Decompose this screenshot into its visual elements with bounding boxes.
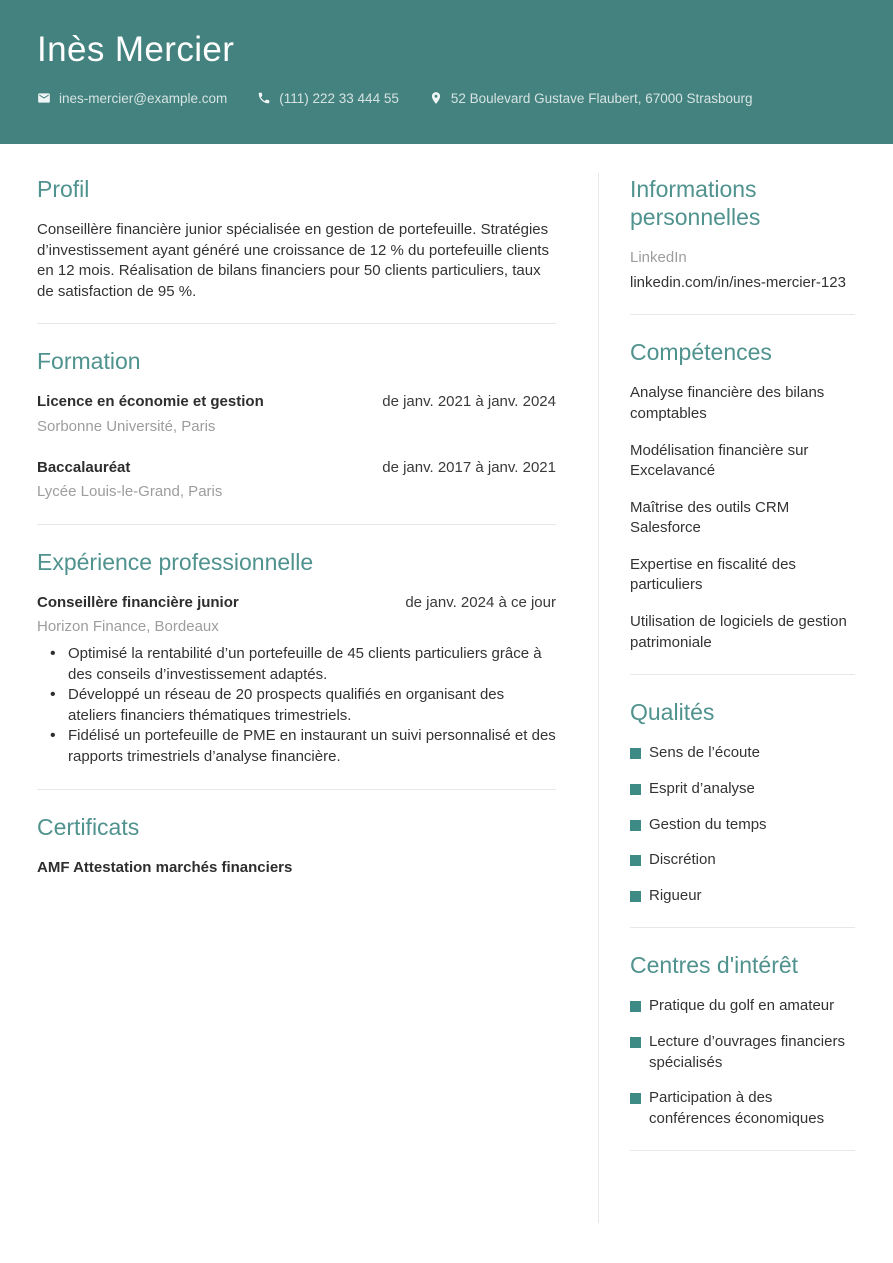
quality-text: Discrétion [649, 851, 716, 869]
school-name: Lycée Louis-le-Grand, Paris [37, 483, 223, 501]
skill-item: Expertise en fiscalité des particuliers [630, 555, 796, 594]
formation-entry-head [37, 392, 556, 413]
section-profil [37, 175, 556, 324]
section-divider [630, 314, 855, 315]
email-icon [37, 91, 51, 105]
square-bullet-icon [630, 855, 641, 866]
square-bullet-icon [630, 1001, 641, 1012]
section-title-experience: Expérience professionnelle [37, 548, 314, 575]
interest-text: Pratique du golf en amateur [649, 997, 835, 1015]
quality-item [630, 779, 855, 800]
phone-icon [257, 91, 271, 105]
degree-title: Licence en économie et gestion [37, 393, 264, 411]
experience-bullet: • Fidélisé un portefeuille de PME en instaurant un suivi personnalisé et des rapports trimestriels d’analyse financière. [37, 726, 556, 767]
skill-item: Maîtrise des outils CRM Salesforce [630, 498, 790, 537]
skills-list [630, 383, 855, 653]
experience-entry-head [37, 593, 556, 614]
section-title-certificats: Certificats [37, 813, 140, 840]
section-divider [37, 524, 556, 525]
experience-entry [37, 593, 556, 768]
interests-list [630, 996, 855, 1129]
section-divider [630, 1150, 855, 1151]
quality-item [630, 743, 855, 764]
column-divider [598, 173, 599, 1223]
job-dates: de janv. 2024 à ce jour [405, 593, 556, 611]
contact-phone-text: (111) 222 33 444 55 [279, 90, 399, 106]
interest-text: Lecture d’ouvrages financiers spécialisés [649, 1032, 845, 1071]
profil-text: Conseillère financière junior spécialisée en gestion de portefeuille. Stratégies d’investissement ayant généré une croissance de 12 % du portefeuille clients en 12 mois. Réalisation de bilans financiers pour 50 clients particuliers, taux de satisfaction de 95 %. [37, 221, 549, 300]
job-title: Conseillère financière junior [37, 593, 239, 611]
quality-text: Rigueur [649, 886, 702, 904]
quality-text: Sens de l’écoute [649, 744, 760, 762]
section-divider [37, 323, 556, 324]
section-experience [37, 548, 556, 790]
interest-item [630, 996, 855, 1017]
quality-item [630, 850, 855, 871]
section-title-centres-interet: Centres d'intérêt [630, 952, 799, 979]
square-bullet-icon [630, 748, 641, 759]
section-title-informations: Informations personnelles [630, 176, 761, 231]
skill-item: Analyse financière des bilans comptables [630, 384, 825, 422]
experience-bullet: • Développé un réseau de 20 prospects qualifiés en organisant des ateliers financiers thématiques trimestriels. [37, 685, 556, 726]
formation-entry [37, 458, 556, 503]
contact-address-text: 52 Boulevard Gustave Flaubert, 67000 Strasbourg [450, 90, 753, 106]
section-title-formation: Formation [37, 348, 141, 375]
experience-bullets [37, 644, 556, 768]
section-qualites [630, 698, 855, 928]
degree-dates: de janv. 2021 à janv. 2024 [382, 393, 556, 411]
right-column [630, 144, 855, 1151]
interest-item [630, 1088, 855, 1129]
experience-bullet: • Optimisé la rentabilité d’un portefeuille de 45 clients particuliers grâce à des conseils d’investissement adaptés. [37, 644, 556, 685]
section-competences [630, 338, 855, 675]
quality-item [630, 815, 855, 836]
section-divider [37, 789, 556, 790]
quality-text: Esprit d’analyse [649, 779, 755, 797]
qualities-list [630, 743, 855, 906]
section-informations-personnelles [630, 175, 855, 315]
section-title-competences: Compétences [630, 339, 772, 366]
section-divider [630, 674, 855, 675]
contact-email [37, 91, 227, 106]
section-formation [37, 347, 556, 524]
section-certificats [37, 813, 556, 879]
candidate-name: Inès Mercier [37, 30, 235, 69]
square-bullet-icon [630, 1037, 641, 1048]
section-divider [630, 927, 855, 928]
quality-item [630, 886, 855, 907]
section-title-qualites: Qualités [630, 699, 715, 726]
location-icon [429, 91, 443, 105]
contact-address [429, 91, 753, 106]
quality-text: Gestion du temps [649, 815, 767, 833]
linkedin-label: LinkedIn [630, 249, 687, 267]
contact-row [37, 91, 893, 106]
content-area [0, 144, 893, 1223]
interest-text: Participation à des conférences économiques [649, 1089, 825, 1127]
degree-dates: de janv. 2017 à janv. 2021 [382, 458, 556, 476]
school-name: Sorbonne Université, Paris [37, 418, 216, 436]
square-bullet-icon [630, 1093, 641, 1104]
section-centres-interet [630, 951, 855, 1151]
certificate-item: AMF Attestation marchés financiers [37, 858, 293, 876]
degree-title: Baccalauréat [37, 458, 131, 476]
left-column [37, 144, 556, 878]
linkedin-url[interactable]: linkedin.com/in/ines-mercier-123 [630, 273, 846, 291]
formation-entry-head [37, 458, 556, 479]
resume-header [0, 0, 893, 144]
contact-email-text: ines-mercier@example.com [59, 90, 228, 106]
section-title-profil: Profil [37, 176, 90, 202]
contact-phone [257, 91, 399, 106]
square-bullet-icon [630, 784, 641, 795]
skill-item: Modélisation financière sur Excelavancé [630, 441, 809, 480]
formation-entry [37, 392, 556, 437]
interest-item [630, 1032, 855, 1073]
square-bullet-icon [630, 820, 641, 831]
skill-item: Utilisation de logiciels de gestion patrimoniale [630, 613, 847, 651]
company-name: Horizon Finance, Bordeaux [37, 618, 219, 636]
square-bullet-icon [630, 891, 641, 902]
